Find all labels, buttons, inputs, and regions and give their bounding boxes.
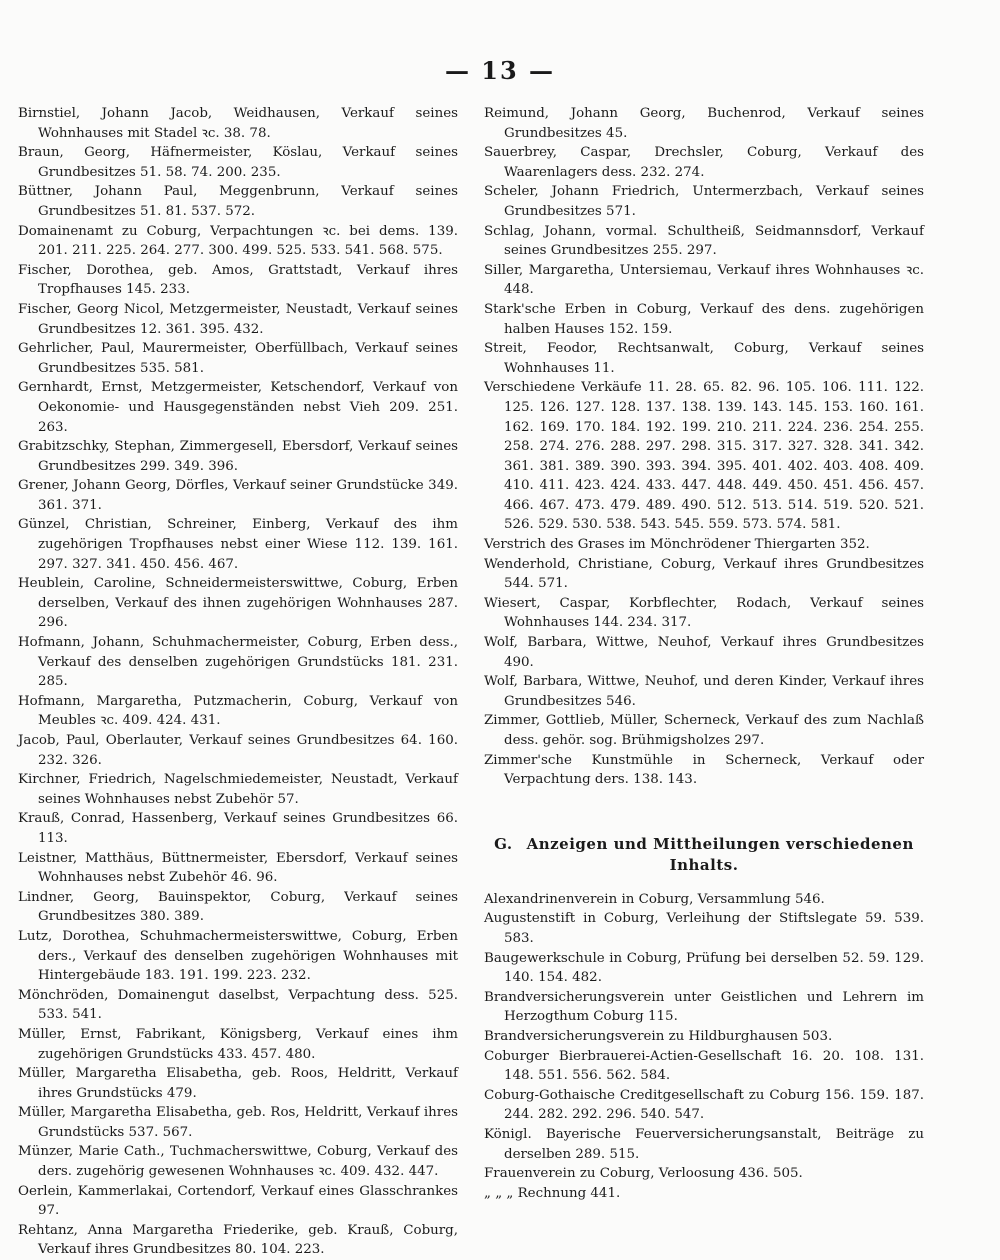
index-entry: Gehrlicher, Paul, Maurermeister, Oberfüllbach, Verkauf seines Grundbesitzes 535. 581. bbox=[18, 341, 458, 376]
index-entry: Birnstiel, Johann Jacob, Weidhausen, Verkauf seines Wohnhauses mit Stadel ꝛc. 38. 78. bbox=[18, 106, 458, 141]
index-entry: Rehtanz, Anna Margaretha Friederike, geb. Krauß, Coburg, Verkauf ihres Grundbesitzes 80. 104. 223. bbox=[18, 1222, 458, 1258]
section-heading bbox=[484, 834, 924, 876]
left-column bbox=[18, 104, 458, 1260]
index-entry: Müller, Ernst, Fabrikant, Königsberg, Verkauf eines ihm zugehörigen Grundstücks 433. 457. 480. bbox=[18, 1026, 458, 1062]
index-entry: Domainenamt zu Coburg, Verpachtungen ꝛc. bei dems. 139. 201. 211. 225. 264. 277. 300. 499. 525. 533. 541. 568. 575. bbox=[18, 223, 458, 259]
index-entry: Hofmann, Margaretha, Putzmacherin, Coburg, Verkauf von Meubles ꝛc. 409. 424. 431. bbox=[18, 693, 458, 729]
index-entry: Müller, Margaretha Elisabetha, geb. Ros, Heldritt, Verkauf ihres Grundstücks 537. 567. bbox=[18, 1105, 458, 1140]
index-entry: Hofmann, Johann, Schuhmachermeister, Coburg, Erben dess., Verkauf des denselben zugehörigen Grundstücks 181. 231. 285. bbox=[18, 635, 458, 690]
index-entry: Verschiedene Verkäufe 11. 28. 65. 82. 96. 105. 106. 111. 122. 125. 126. 127. 128. 137. 138. 139. 143. 145. 153. 160. 161. 162. 169. 170. 184. 192. 199. 210. 211. 224. 236. 254. 255. 258. 274. 276. 288. 297. 298. 315. 317. 327. 328. 341. 342. 361. 381. 389. 390. 393. 394. 395. 401. 402. 403. 408. 409. 410. 411. 423. 424. 433. 447. 448. 449. 450. 451. 456. 457. 466. 467. 473. 479. 489. 490. 512. 513. 514. 519. 520. 521. 526. 529. 530. 538. 543. 545. 559. 573. 574. 581. bbox=[484, 380, 924, 533]
index-entry: Siller, Margaretha, Untersiemau, Verkauf ihres Wohnhauses ꝛc. 448. bbox=[484, 262, 924, 298]
index-entry: Alexandrinenverein in Coburg, Versammlung 546. bbox=[484, 891, 825, 907]
index-entry: Scheler, Johann Friedrich, Untermerzbach, Verkauf seines Grundbesitzes 571. bbox=[484, 184, 924, 219]
index-entry: Baugewerkschule in Coburg, Prüfung bei derselben 52. 59. 129. 140. 154. 482. bbox=[484, 950, 924, 986]
index-entry: Wenderhold, Christiane, Coburg, Verkauf ihres Grundbesitzes 544. 571. bbox=[484, 556, 924, 592]
section-title: Anzeigen und Mittheilungen verschiedenen Inhalts. bbox=[526, 834, 914, 874]
index-entry: Büttner, Johann Paul, Meggenbrunn, Verkauf seines Grundbesitzes 51. 81. 537. 572. bbox=[18, 184, 458, 219]
page-number: — 13 — bbox=[444, 56, 556, 85]
index-entry: Münzer, Marie Cath., Tuchmacherswittwe, Coburg, Verkauf des ders. zugehörig gewesenen Wohnhauses ꝛc. 409. 432. 447. bbox=[18, 1144, 458, 1180]
index-entry: Wiesert, Caspar, Korbflechter, Rodach, Verkauf seines Wohnhauses 144. 234. 317. bbox=[484, 595, 924, 631]
index-entry: Stark'sche Erben in Coburg, Verkauf des dens. zugehörigen halben Hauses 152. 159. bbox=[484, 301, 924, 337]
index-entry: Coburg-Gothaische Creditgesellschaft zu Coburg 156. 159. 187. 244. 282. 292. 296. 540. 547. bbox=[484, 1087, 924, 1123]
index-entry: Reimund, Johann Georg, Buchenrod, Verkauf seines Grundbesitzes 45. bbox=[484, 106, 924, 141]
index-entry: Fischer, Dorothea, geb. Amos, Grattstadt, Verkauf ihres Tropfhauses 145. 233. bbox=[18, 262, 458, 298]
index-entry: Müller, Margaretha Elisabetha, geb. Roos, Heldritt, Verkauf ihres Grundstücks 479. bbox=[18, 1066, 458, 1101]
index-entry: Heublein, Caroline, Schneidermeisterswittwe, Coburg, Erben derselben, Verkauf des ihnen zugehörigen Wohnhauses 287. 296. bbox=[18, 576, 458, 631]
index-entry: Krauß, Conrad, Hassenberg, Verkauf seines Grundbesitzes 66. 113. bbox=[18, 811, 458, 846]
index-entry: Braun, Georg, Häfnermeister, Köslau, Verkauf seines Grundbesitzes 51. 58. 74. 200. 235. bbox=[18, 145, 458, 180]
index-entry: Mönchröden, Domainengut daselbst, Verpachtung dess. 525. 533. 541. bbox=[18, 987, 458, 1023]
right-column bbox=[484, 104, 924, 1203]
index-entry: Lutz, Dorothea, Schuhmachermeisterswittwe, Coburg, Erben ders., Verkauf des denselben zugehörigen Wohnhauses mit Hintergebäude 183. 191. 199. 223. 232. bbox=[18, 928, 458, 984]
index-entry: Leistner, Matthäus, Büttnermeister, Ebersdorf, Verkauf seines Wohnhauses nebst Zubehör 46. 96. bbox=[18, 850, 458, 886]
index-entry: Gernhardt, Ernst, Metzgermeister, Ketschendorf, Verkauf von Oekonomie- und Hausgegenständen nebst Vieh 209. 251. 263. bbox=[18, 380, 458, 435]
index-entry: Zimmer, Gottlieb, Müller, Scherneck, Verkauf des zum Nachlaß dess. gehör. sog. Brühmigsholzes 297. bbox=[484, 713, 924, 748]
index-entry: Grabitzschky, Stephan, Zimmergesell, Ebersdorf, Verkauf seines Grundbesitzes 299. 349. 396. bbox=[18, 439, 458, 474]
index-entry: Wolf, Barbara, Wittwe, Neuhof, Verkauf ihres Grundbesitzes 490. bbox=[484, 635, 924, 670]
index-entry: Jacob, Paul, Oberlauter, Verkauf seines Grundbesitzes 64. 160. 232. 326. bbox=[18, 733, 458, 768]
index-entry: Wolf, Barbara, Wittwe, Neuhof, und deren Kinder, Verkauf ihres Grundbesitzes 546. bbox=[484, 674, 924, 709]
section-letter: G. bbox=[494, 834, 513, 853]
index-entry: Fischer, Georg Nicol, Metzgermeister, Neustadt, Verkauf seines Grundbesitzes 12. 361. 395. 432. bbox=[18, 301, 458, 337]
index-entry: Brandversicherungsverein unter Geistlichen und Lehrern im Herzogthum Coburg 115. bbox=[484, 989, 924, 1025]
index-entry: Sauerbrey, Caspar, Drechsler, Coburg, Verkauf des Waarenlagers dess. 232. 274. bbox=[484, 145, 924, 180]
index-entry: Lindner, Georg, Bauinspektor, Coburg, Verkauf seines Grundbesitzes 380. 389. bbox=[18, 889, 458, 925]
index-entry: Coburger Bierbrauerei-Actien-Gesellschaft 16. 20. 108. 131. 148. 551. 556. 562. 584. bbox=[484, 1048, 924, 1084]
index-entry: Verstrich des Grases im Mönchrödener Thiergarten 352. bbox=[484, 537, 870, 553]
index-entry: Günzel, Christian, Schreiner, Einberg, Verkauf des ihm zugehörigen Tropfhauses nebst einer Wiese 112. 139. 161. 297. 327. 341. 450. 456. 467. bbox=[18, 517, 458, 572]
index-entry: Grener, Johann Georg, Dörfles, Verkauf seiner Grundstücke 349. 361. 371. bbox=[18, 478, 458, 513]
index-entry: Schlag, Johann, vormal. Schultheiß, Seidmannsdorf, Verkauf seines Grundbesitzes 255. 297. bbox=[484, 223, 924, 259]
index-entry: Streit, Feodor, Rechtsanwalt, Coburg, Verkauf seines Wohnhauses 11. bbox=[484, 341, 924, 376]
index-entry: Zimmer'sche Kunstmühle in Scherneck, Verkauf oder Verpachtung ders. 138. 143. bbox=[484, 752, 924, 788]
index-entry: Königl. Bayerische Feuerversicherungsanstalt, Beiträge zu derselben 289. 515. bbox=[484, 1126, 924, 1162]
index-entry: Oerlein, Kammerlakai, Cortendorf, Verkauf eines Glasschrankes 97. bbox=[18, 1183, 458, 1219]
index-entry: „ „ „ Rechnung 441. bbox=[484, 1185, 621, 1201]
index-entry: Kirchner, Friedrich, Nagelschmiedemeister, Neustadt, Verkauf seines Wohnhauses nebst Zubehör 57. bbox=[18, 772, 458, 807]
index-entry: Brandversicherungsverein zu Hildburghausen 503. bbox=[484, 1028, 833, 1044]
index-entry: Augustenstift in Coburg, Verleihung der Stiftslegate 59. 539. 583. bbox=[484, 911, 924, 946]
index-entry: Frauenverein zu Coburg, Verloosung 436. 505. bbox=[484, 1166, 803, 1182]
